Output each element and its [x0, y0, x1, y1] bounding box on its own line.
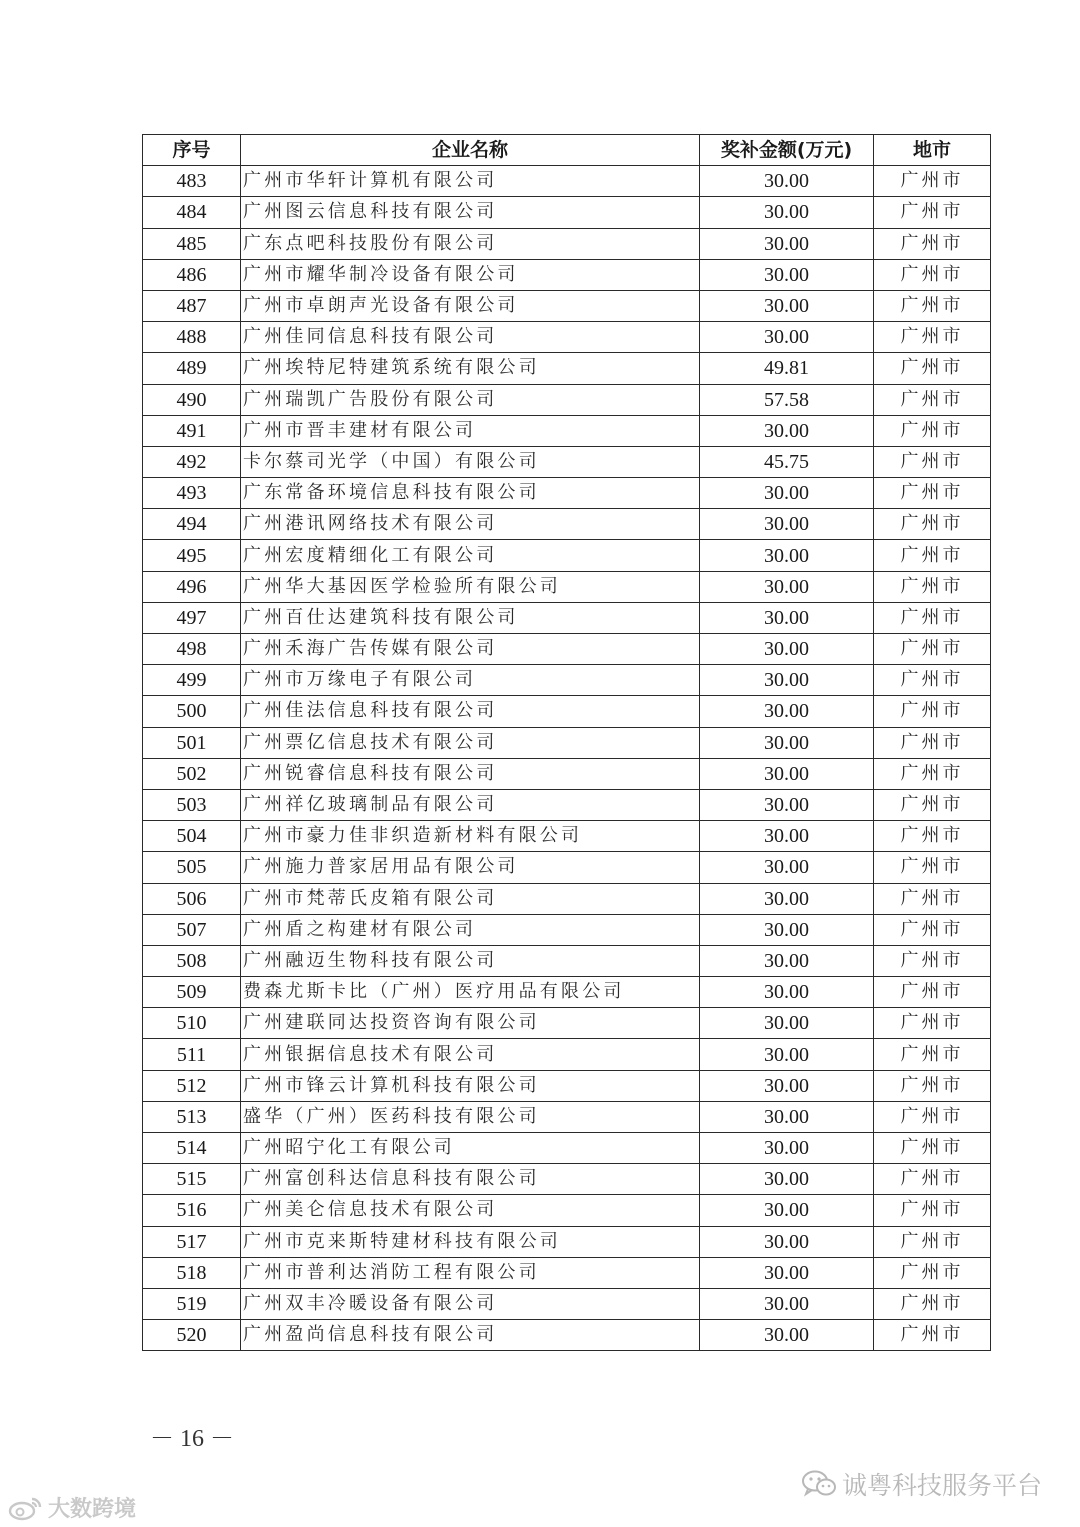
award-amount-cell: 30.00	[700, 1164, 874, 1195]
company-name-cell: 广州银据信息技术有限公司	[241, 1039, 700, 1070]
company-name-cell: 广州埃特尼特建筑系统有限公司	[241, 353, 700, 384]
table-row	[143, 353, 991, 384]
city-cell: 广州市	[874, 571, 991, 602]
city-cell: 广州市	[874, 353, 991, 384]
city-cell: 广州市	[874, 1164, 991, 1195]
table-row	[143, 290, 991, 321]
city-cell: 广州市	[874, 727, 991, 758]
table-header-row	[143, 135, 991, 166]
award-amount-cell: 30.00	[700, 634, 874, 665]
serial-number-cell: 491	[143, 415, 241, 446]
award-amount-cell: 30.00	[700, 540, 874, 571]
city-cell: 广州市	[874, 634, 991, 665]
company-name-cell: 广州票亿信息技术有限公司	[241, 727, 700, 758]
award-amount-cell: 30.00	[700, 821, 874, 852]
company-name-cell: 广州禾海广告传媒有限公司	[241, 634, 700, 665]
serial-number-cell: 490	[143, 384, 241, 415]
table-row	[143, 228, 991, 259]
company-name-cell: 广州港讯网络技术有限公司	[241, 509, 700, 540]
award-amount-cell: 30.00	[700, 228, 874, 259]
award-amount-cell: 30.00	[700, 1288, 874, 1319]
company-name-cell: 广州市晋丰建材有限公司	[241, 415, 700, 446]
serial-number-cell: 518	[143, 1257, 241, 1288]
table-row	[143, 1164, 991, 1195]
serial-number-cell: 498	[143, 634, 241, 665]
company-name-cell: 广州百仕达建筑科技有限公司	[241, 602, 700, 633]
serial-number-cell: 519	[143, 1288, 241, 1319]
award-amount-cell: 30.00	[700, 415, 874, 446]
award-amount-cell: 30.00	[700, 571, 874, 602]
serial-number-cell: 501	[143, 727, 241, 758]
table-row	[143, 384, 991, 415]
company-name-cell: 广州市锋云计算机科技有限公司	[241, 1070, 700, 1101]
award-amount-cell: 30.00	[700, 1226, 874, 1257]
company-name-cell: 广州市豪力佳非织造新材料有限公司	[241, 821, 700, 852]
serial-number-cell: 484	[143, 197, 241, 228]
company-name-cell: 广州施力普家居用品有限公司	[241, 852, 700, 883]
table-row	[143, 571, 991, 602]
serial-number-cell: 516	[143, 1195, 241, 1226]
serial-number-cell: 489	[143, 353, 241, 384]
company-name-cell: 广州市普利达消防工程有限公司	[241, 1257, 700, 1288]
serial-number-cell: 510	[143, 1008, 241, 1039]
award-amount-cell: 30.00	[700, 914, 874, 945]
header-serial-number: 序号	[143, 135, 241, 166]
company-name-cell: 广州盾之构建材有限公司	[241, 914, 700, 945]
table-row	[143, 696, 991, 727]
serial-number-cell: 487	[143, 290, 241, 321]
company-name-cell: 广州建联同达投资咨询有限公司	[241, 1008, 700, 1039]
serial-number-cell: 506	[143, 883, 241, 914]
company-name-cell: 广州市克来斯特建材科技有限公司	[241, 1226, 700, 1257]
table-row	[143, 665, 991, 696]
city-cell: 广州市	[874, 322, 991, 353]
company-name-cell: 盛华（广州）医药科技有限公司	[241, 1101, 700, 1132]
table-row	[143, 1288, 991, 1319]
serial-number-cell: 497	[143, 602, 241, 633]
city-cell: 广州市	[874, 821, 991, 852]
company-name-cell: 广州宏度精细化工有限公司	[241, 540, 700, 571]
serial-number-cell: 495	[143, 540, 241, 571]
company-name-cell: 广东点吧科技股份有限公司	[241, 228, 700, 259]
serial-number-cell: 496	[143, 571, 241, 602]
award-amount-cell: 30.00	[700, 883, 874, 914]
serial-number-cell: 517	[143, 1226, 241, 1257]
award-amount-cell: 30.00	[700, 197, 874, 228]
serial-number-cell: 509	[143, 977, 241, 1008]
table-row	[143, 166, 991, 197]
table-body	[143, 166, 991, 1351]
award-amount-cell: 49.81	[700, 353, 874, 384]
company-name-cell: 广州图云信息科技有限公司	[241, 197, 700, 228]
award-amount-cell: 30.00	[700, 1101, 874, 1132]
table-row	[143, 1226, 991, 1257]
company-name-cell: 广州华大基因医学检验所有限公司	[241, 571, 700, 602]
company-name-cell: 广州瑞凯广告股份有限公司	[241, 384, 700, 415]
award-amount-cell: 57.58	[700, 384, 874, 415]
city-cell: 广州市	[874, 509, 991, 540]
table-row	[143, 789, 991, 820]
company-name-cell: 广州市万缘电子有限公司	[241, 665, 700, 696]
city-cell: 广州市	[874, 1039, 991, 1070]
wechat-icon	[802, 1470, 836, 1498]
header-company-name: 企业名称	[241, 135, 700, 166]
header-award-amount: 奖补金额(万元)	[700, 135, 874, 166]
city-cell: 广州市	[874, 1320, 991, 1351]
city-cell: 广州市	[874, 914, 991, 945]
award-amount-cell: 45.75	[700, 446, 874, 477]
weibo-watermark-text: 大数跨境	[48, 1497, 137, 1522]
city-cell: 广州市	[874, 478, 991, 509]
company-name-cell: 卡尔蔡司光学（中国）有限公司	[241, 446, 700, 477]
city-cell: 广州市	[874, 665, 991, 696]
serial-number-cell: 494	[143, 509, 241, 540]
serial-number-cell: 511	[143, 1039, 241, 1070]
company-name-cell: 广州市耀华制冷设备有限公司	[241, 259, 700, 290]
serial-number-cell: 493	[143, 478, 241, 509]
table-row	[143, 1070, 991, 1101]
award-amount-cell: 30.00	[700, 945, 874, 976]
page-number: － 16 －	[150, 1426, 234, 1452]
award-amount-cell: 30.00	[700, 1039, 874, 1070]
company-name-cell: 广州双丰冷暖设备有限公司	[241, 1288, 700, 1319]
award-amount-cell: 30.00	[700, 727, 874, 758]
serial-number-cell: 504	[143, 821, 241, 852]
award-amount-cell: 30.00	[700, 478, 874, 509]
header-city: 地市	[874, 135, 991, 166]
city-cell: 广州市	[874, 228, 991, 259]
city-cell: 广州市	[874, 945, 991, 976]
table-row	[143, 1257, 991, 1288]
award-amount-cell: 30.00	[700, 1257, 874, 1288]
award-amount-cell: 30.00	[700, 758, 874, 789]
table-row	[143, 758, 991, 789]
city-cell: 广州市	[874, 1101, 991, 1132]
award-amount-cell: 30.00	[700, 1320, 874, 1351]
table-row	[143, 259, 991, 290]
company-name-cell: 广东常备环境信息科技有限公司	[241, 478, 700, 509]
table-row	[143, 945, 991, 976]
award-amount-cell: 30.00	[700, 290, 874, 321]
city-cell: 广州市	[874, 1070, 991, 1101]
table-row	[143, 197, 991, 228]
table-row	[143, 415, 991, 446]
table-row	[143, 821, 991, 852]
city-cell: 广州市	[874, 415, 991, 446]
table-row	[143, 852, 991, 883]
serial-number-cell: 512	[143, 1070, 241, 1101]
award-amount-cell: 30.00	[700, 665, 874, 696]
serial-number-cell: 499	[143, 665, 241, 696]
award-amount-cell: 30.00	[700, 509, 874, 540]
company-name-cell: 广州美仑信息技术有限公司	[241, 1195, 700, 1226]
serial-number-cell: 492	[143, 446, 241, 477]
city-cell: 广州市	[874, 1288, 991, 1319]
award-amount-cell: 30.00	[700, 1133, 874, 1164]
table-row	[143, 602, 991, 633]
serial-number-cell: 503	[143, 789, 241, 820]
city-cell: 广州市	[874, 259, 991, 290]
table-row	[143, 540, 991, 571]
company-name-cell: 广州锐睿信息科技有限公司	[241, 758, 700, 789]
table-row	[143, 977, 991, 1008]
city-cell: 广州市	[874, 602, 991, 633]
award-amount-cell: 30.00	[700, 259, 874, 290]
table-row	[143, 322, 991, 353]
company-name-cell: 广州融迈生物科技有限公司	[241, 945, 700, 976]
award-amount-cell: 30.00	[700, 166, 874, 197]
city-cell: 广州市	[874, 1257, 991, 1288]
award-table	[142, 134, 991, 1351]
table-row	[143, 883, 991, 914]
weibo-icon	[8, 1494, 44, 1522]
table-row	[143, 1133, 991, 1164]
company-name-cell: 广州昭宁化工有限公司	[241, 1133, 700, 1164]
serial-number-cell: 502	[143, 758, 241, 789]
table-row	[143, 478, 991, 509]
city-cell: 广州市	[874, 1195, 991, 1226]
serial-number-cell: 514	[143, 1133, 241, 1164]
city-cell: 广州市	[874, 883, 991, 914]
city-cell: 广州市	[874, 1008, 991, 1039]
table-row	[143, 1195, 991, 1226]
award-amount-cell: 30.00	[700, 1070, 874, 1101]
city-cell: 广州市	[874, 852, 991, 883]
table-row	[143, 446, 991, 477]
award-amount-cell: 30.00	[700, 789, 874, 820]
city-cell: 广州市	[874, 290, 991, 321]
serial-number-cell: 488	[143, 322, 241, 353]
city-cell: 广州市	[874, 166, 991, 197]
serial-number-cell: 513	[143, 1101, 241, 1132]
award-amount-cell: 30.00	[700, 322, 874, 353]
company-name-cell: 广州富创科达信息科技有限公司	[241, 1164, 700, 1195]
company-name-cell: 广州祥亿玻璃制品有限公司	[241, 789, 700, 820]
award-amount-cell: 30.00	[700, 602, 874, 633]
serial-number-cell: 486	[143, 259, 241, 290]
wechat-watermark	[802, 1466, 1042, 1502]
table-row	[143, 509, 991, 540]
award-amount-cell: 30.00	[700, 696, 874, 727]
serial-number-cell: 508	[143, 945, 241, 976]
company-name-cell: 费森尤斯卡比（广州）医疗用品有限公司	[241, 977, 700, 1008]
award-amount-cell: 30.00	[700, 1008, 874, 1039]
city-cell: 广州市	[874, 384, 991, 415]
city-cell: 广州市	[874, 1226, 991, 1257]
table-row	[143, 1320, 991, 1351]
company-name-cell: 广州市梵蒂氏皮箱有限公司	[241, 883, 700, 914]
company-name-cell: 广州市卓朗声光设备有限公司	[241, 290, 700, 321]
company-name-cell: 广州盈尚信息科技有限公司	[241, 1320, 700, 1351]
table-row	[143, 1039, 991, 1070]
city-cell: 广州市	[874, 789, 991, 820]
serial-number-cell: 520	[143, 1320, 241, 1351]
table-row	[143, 727, 991, 758]
serial-number-cell: 505	[143, 852, 241, 883]
city-cell: 广州市	[874, 446, 991, 477]
serial-number-cell: 483	[143, 166, 241, 197]
city-cell: 广州市	[874, 696, 991, 727]
serial-number-cell: 500	[143, 696, 241, 727]
table-row	[143, 1008, 991, 1039]
city-cell: 广州市	[874, 197, 991, 228]
serial-number-cell: 515	[143, 1164, 241, 1195]
award-amount-cell: 30.00	[700, 852, 874, 883]
table-row	[143, 914, 991, 945]
city-cell: 广州市	[874, 540, 991, 571]
company-name-cell: 广州市华轩计算机有限公司	[241, 166, 700, 197]
weibo-watermark	[8, 1492, 136, 1523]
table-row	[143, 634, 991, 665]
serial-number-cell: 485	[143, 228, 241, 259]
company-name-cell: 广州佳法信息科技有限公司	[241, 696, 700, 727]
award-amount-cell: 30.00	[700, 977, 874, 1008]
company-name-cell: 广州佳同信息科技有限公司	[241, 322, 700, 353]
city-cell: 广州市	[874, 1133, 991, 1164]
city-cell: 广州市	[874, 758, 991, 789]
table-row	[143, 1101, 991, 1132]
award-amount-cell: 30.00	[700, 1195, 874, 1226]
serial-number-cell: 507	[143, 914, 241, 945]
city-cell: 广州市	[874, 977, 991, 1008]
wechat-watermark-text: 诚粤科技服务平台	[841, 1471, 1042, 1500]
